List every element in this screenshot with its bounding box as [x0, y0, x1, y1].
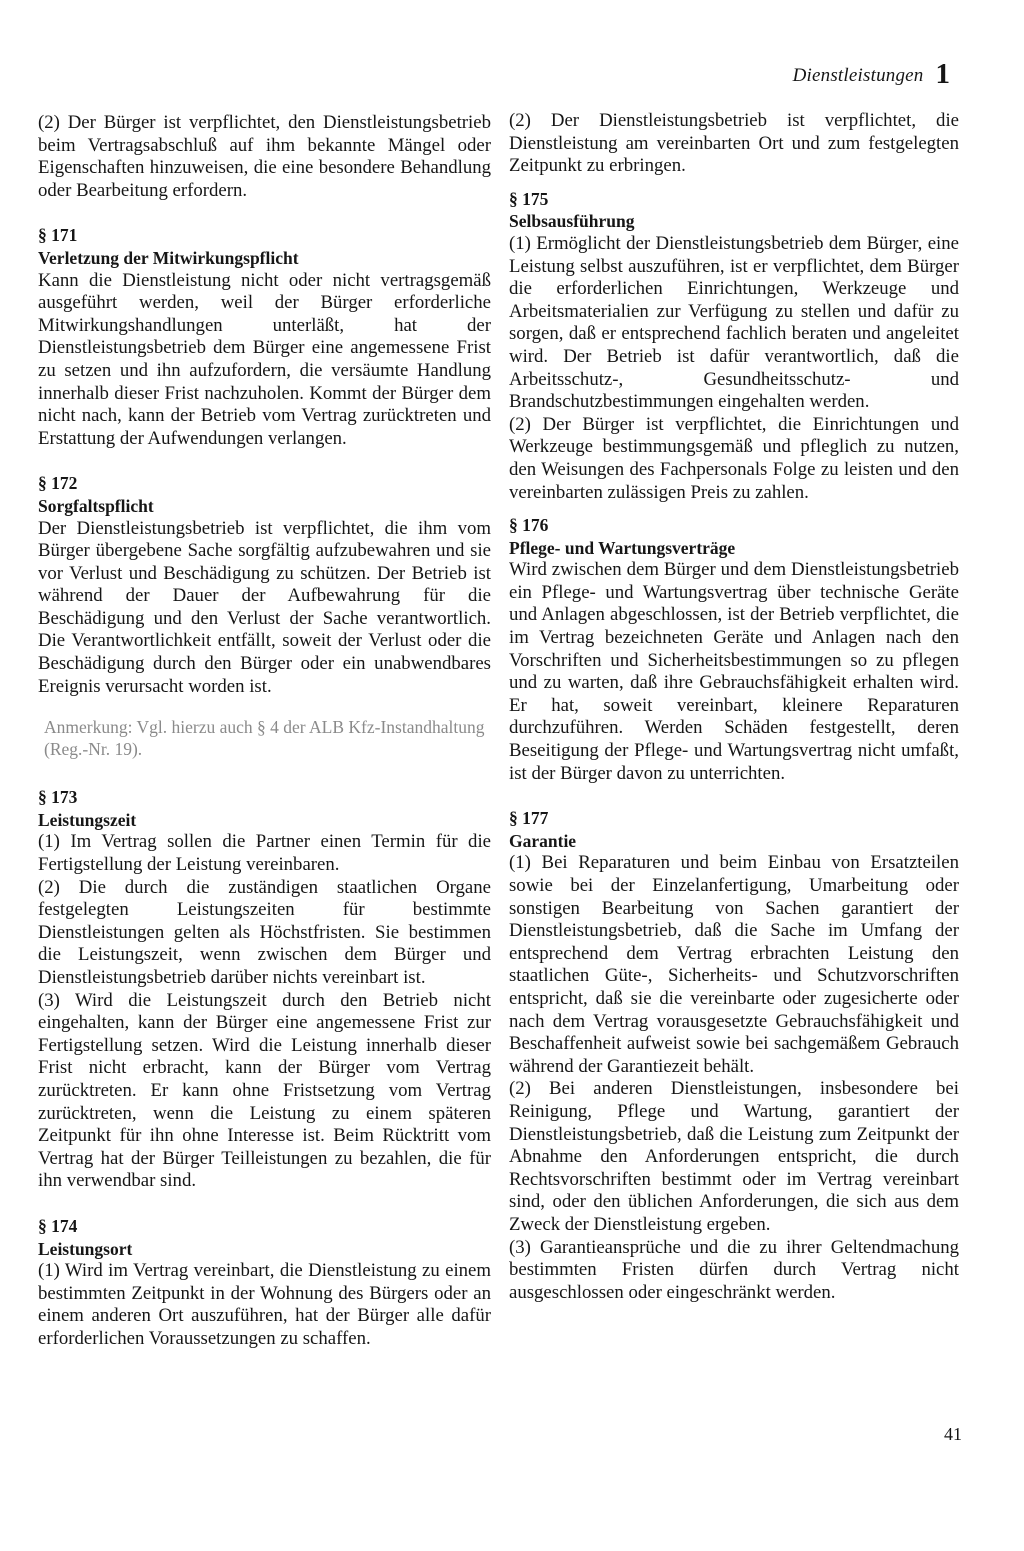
section-177 [509, 807, 959, 1304]
intro-paragraph [38, 112, 491, 202]
paragraph: (1) Bei Reparaturen und beim Einbau von Ersatzteilen sowie bei der Einzelanfertigung, Umarbeitung oder sonstigen Bearbeitung von Sachen garantiert der Dienstleistungsbetrieb, daß die Sache im Umfang der entsprechend dem Vertrag erbrachten Leistung den staatlichen Güte-, Sicherheits- und Schutzvorschriften entspricht, daß sie die vereinbarte oder zugesicherte oder nach dem Vertrag vorausgesetzte Gebrauchsfähigkeit und Beschaffenheit aufweist sowie bei sachgemäßem Gebrauch während der Garantiezeit behält. [509, 852, 959, 1077]
section-title: Leistungsort [38, 1238, 133, 1259]
page-number: 41 [944, 1424, 962, 1444]
left-column [38, 112, 491, 1373]
paragraph: (3) Garantieansprüche und die zu ihrer Geltendmachung bestimmten Fristen dürfen durch Vertrag nicht ausgeschlossen oder eingeschränkt werden. [509, 1236, 959, 1303]
running-header [600, 58, 950, 91]
paragraph: Wird zwischen dem Bürger und dem Dienstleistungsbetrieb ein Pflege- und Wartungsvertrag über technische Geräte und Anlagen abgeschlossen, ist der Betrieb verpflichtet, die im Vertrag bezeichneten Geräte und Anlagen nach den Vorschriften und Sicherheitsbestimmungen so zu pflegen und zu warten, daß ihre Gebrauchsfähigkeit erhalten wird. Er hat, soweit vereinbart, kleinere Reparaturen durchzuführen. Werden Schäden festgestellt, deren Beseitigung der Pflege- und Wartungsvertrag nicht umfaßt, ist der Bürger davon zu unterrichten. [509, 559, 959, 784]
section-number: § 176 [509, 515, 549, 536]
section-title: Garantie [509, 830, 577, 851]
chapter-number: 1 [935, 58, 950, 90]
paragraph: (2) Der Bürger ist verpflichtet, die Einrichtungen und Werkzeuge bestimmungsgemäß und pfleglich zu nutzen, den Weisungen des Fachpersonals Folge zu leisten und den vereinbarten zulässigen Preis zu zahlen. [509, 413, 959, 503]
paragraph: (2) Der Dienstleistungsbetrieb ist verpflichtet, die Dienstleistung am vereinbarten Ort und zum festgelegten Zeitpunkt zu erbringen. [509, 110, 959, 177]
paragraph: Der Dienstleistungsbetrieb ist verpflichtet, die ihm vom Bürger übergebene Sache sorgfältig aufzubewahren und sie vor Verlust und Beschädigung zu schützen. Der Betrieb ist während der Dauer der Aufbewahrung für die Beschädigung und den Verlust der Sache verantwortlich. Die Verantwortlichkeit entfällt, soweit der Verlust oder die Beschädigung durch den Bürger oder ein unabwendbares Ereignis verursacht worden ist. [38, 517, 491, 697]
section-number: § 173 [38, 787, 78, 808]
section-175 [509, 188, 959, 504]
section-172 [38, 472, 491, 698]
intro-paragraph [509, 110, 959, 178]
paragraph: (2) Bei anderen Dienstleistungen, insbesondere bei Reinigung, Pflege und Wartung, garantiert der Dienstleistungsbetrieb, daß die Leistung zum Zeitpunkt der Abnahme den Anforderungen entspricht, die durch Rechtsvorschriften bestimmt oder im Vertrag vereinbart sind, oder den üblichen Anforderungen, die sich aus dem Zweck der Dienstleistung ergeben. [509, 1078, 959, 1235]
section-171 [38, 224, 491, 450]
section-title: Selbsausführung [509, 211, 635, 232]
paragraph: (2) Die durch die zuständigen staatlichen Organe festgelegten Leistungszeiten für bestimmte Dienstleistungen gelten als Höchstfristen. Sie bestimmen die Leistungszeit, wenn zwischen dem Bürger und Dienstleistungsbetrieb darüber nichts vereinbart ist. [38, 876, 491, 988]
section-number: § 172 [38, 473, 78, 494]
section-title: Sorgfaltspflicht [38, 495, 154, 516]
section-title: Leistungszeit [38, 809, 137, 830]
section-title: Verletzung der Mitwirkungspflicht [38, 247, 299, 268]
annotation-note: Anmerkung: Vgl. hierzu auch § 4 der ALB Kfz-Instandhaltung (Reg.-Nr. 19). [44, 717, 485, 760]
paragraph: (2) Der Bürger ist verpflichtet, den Dienstleistungsbetrieb beim Vertragsabschluß auf ihm bekannte Mängel oder Eigenschaften hinzuweisen, die eine besondere Behandlung oder Bearbeitung erfordern. [38, 112, 491, 201]
section-title: Pflege- und Wartungsverträge [509, 537, 736, 558]
paragraph: (3) Wird die Leistungszeit durch den Betrieb nicht eingehalten, kann der Bürger eine angemessene Frist zur Fertigstellung setzen. Wird die Leistung innerhalb dieser Frist nicht erbracht, kann der Bürger vom Vertrag zurücktreten. Er kann ohne Fristsetzung vom Vertrag zurücktreten, wenn die Leistung zu einem späteren Zeitpunkt für ihn ohne Interesse ist. Beim Rücktritt vom Vertrag hat der Bürger Teilleistungen zu bezahlen, die für ihn verwendbar sind. [38, 989, 491, 1192]
right-column [509, 112, 959, 1314]
section-176 [509, 514, 959, 785]
section-number: § 171 [38, 225, 78, 246]
section-number: § 175 [509, 188, 549, 209]
paragraph: Kann die Dienstleistung nicht oder nicht vertragsgemäß ausgeführt werden, weil der Bürger erforderliche Mitwirkungshandlungen unterläßt, hat der Dienstleistungsbetrieb dem Bürger eine angemessene Frist zu setzen und ihn aufzufordern, die versäumte Handlung innerhalb dieser Frist nachzuholen. Kommt der Bürger dem nicht nach, kann der Betrieb vom Vertrag zurücktreten und Erstattung der Aufwendungen verlangen. [38, 269, 491, 449]
section-174 [38, 1215, 491, 1351]
paragraph: (1) Wird im Vertrag vereinbart, die Dienstleistung zu einem bestimmten Zeitpunkt in der Wohnung des Bürgers oder an einem anderen Ort auszuführen, hat der Bürger alle dafür erforderlichen Voraussetzungen zu schaffen. [38, 1260, 491, 1349]
paragraph: (1) Im Vertrag sollen die Partner einen Termin für die Fertigstellung der Leistung vereinbaren. [38, 831, 491, 876]
section-173 [38, 786, 491, 1193]
running-title: Dienstleistungen [792, 65, 924, 86]
section-number: § 174 [38, 1215, 78, 1236]
section-number: § 177 [509, 808, 549, 829]
paragraph: (1) Ermöglicht der Dienstleistungsbetrieb dem Bürger, eine Leistung selbst auszuführen, ist er verpflichtet, dem Bürger die erforderlichen Einrichtungen, Werkzeuge und Arbeitsmaterialien zur Verfügung zu stellen und dafür zu sorgen, daß er entsprechend fachlich beraten und angeleitet wird. Der Betrieb ist dafür verantwortlich, daß die Arbeitsschutz-, Gesundheitsschutz- und Brandschutzbestimmungen eingehalten werden. [509, 232, 959, 413]
